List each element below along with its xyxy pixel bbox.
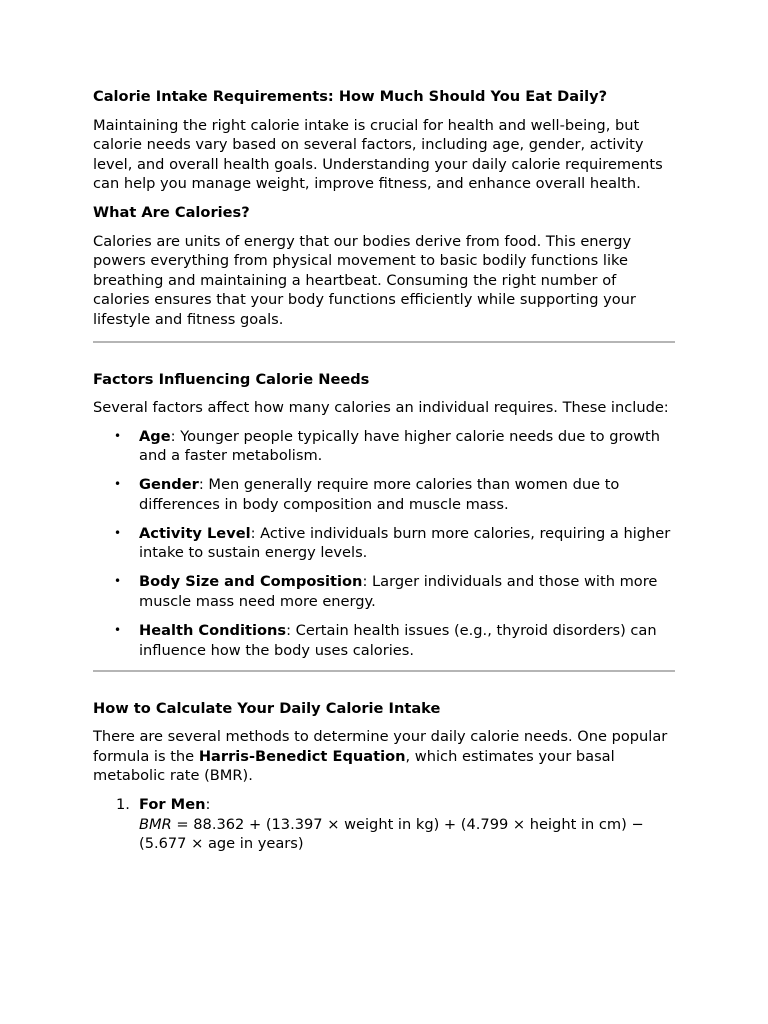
list-item-text: : Larger individuals and those with more muscle mass need more energy. — [139, 573, 658, 611]
list-item-text: : Certain health issues (e.g., thyroid disorders) can influence how the body uses calories. — [139, 622, 657, 659]
calculate-paragraph-text-end: , which estimates your basal metabolic rate (BMR). — [93, 747, 615, 785]
equation-name: Harris-Benedict Equation — [198, 747, 406, 765]
section-divider — [93, 670, 675, 672]
list-item-term: For Men — [139, 795, 206, 813]
list-item-colon: : — [205, 795, 211, 813]
calculate-paragraph — [93, 727, 675, 786]
list-item-text: : Men generally require more calories than women due to differences in body composition and muscle mass. — [139, 476, 620, 513]
list-item — [93, 795, 675, 854]
bullet-icon: • — [114, 623, 122, 638]
list-item-term: Health Conditions — [139, 622, 287, 640]
list-item-text: : Active individuals burn more calories, requiring a higher intake to sustain energy levels. — [139, 524, 671, 562]
factors-list — [93, 427, 675, 661]
list-item-term: Gender — [139, 476, 199, 494]
list-item — [93, 427, 675, 466]
document-title: Calorie Intake Requirements: How Much Should You Eat Daily? — [93, 88, 608, 105]
section-heading-what-are-calories: What Are Calories? — [93, 203, 250, 221]
section-heading-calculate: How to Calculate Your Daily Calorie Intake — [93, 699, 441, 717]
bullet-icon: • — [114, 477, 122, 492]
formula-variable: BMR — [139, 815, 172, 833]
list-item-term: Age — [139, 427, 171, 445]
list-item — [93, 621, 675, 660]
what-are-calories-paragraph: Calories are units of energy that our bodies derive from food. This energy powers everything from physical movement to basic bodily functions like breathing and maintaining a heartbeat. Consuming the right number of calories ensures that your body functions efficiently while supporting your lifestyle and fitness goals. — [93, 232, 636, 328]
formula-list — [93, 795, 675, 854]
list-item — [93, 572, 675, 611]
bullet-icon: • — [114, 525, 122, 540]
factors-paragraph: Several factors affect how many calories an individual requires. These include: — [93, 399, 669, 417]
bullet-icon: • — [114, 574, 122, 589]
list-item — [93, 524, 675, 563]
list-item-number: 1. — [116, 795, 130, 813]
formula-text: = 88.362 + (13.397 × weight in kg) + (4.799 × height in cm) − (5.677 × age in years) — [139, 815, 644, 853]
list-item — [93, 475, 675, 514]
list-item-term: Body Size and Composition — [139, 573, 363, 591]
calculate-paragraph-text: There are several methods to determine your daily calorie needs. One popular formula is the — [93, 728, 668, 765]
list-item-text: : Younger people typically have higher calorie needs due to growth and a faster metabolism. — [139, 427, 661, 465]
intro-paragraph: Maintaining the right calorie intake is crucial for health and well-being, but calorie needs vary based on several factors, including age, gender, activity level, and overall health goals. Understanding your daily calorie requirements can help you manage weight, improve fitness, and enhance overall health. — [93, 116, 663, 193]
section-divider — [93, 341, 675, 343]
section-heading-factors: Factors Influencing Calorie Needs — [93, 370, 370, 388]
list-item-term: Activity Level — [139, 524, 251, 542]
bullet-icon: • — [114, 428, 122, 443]
